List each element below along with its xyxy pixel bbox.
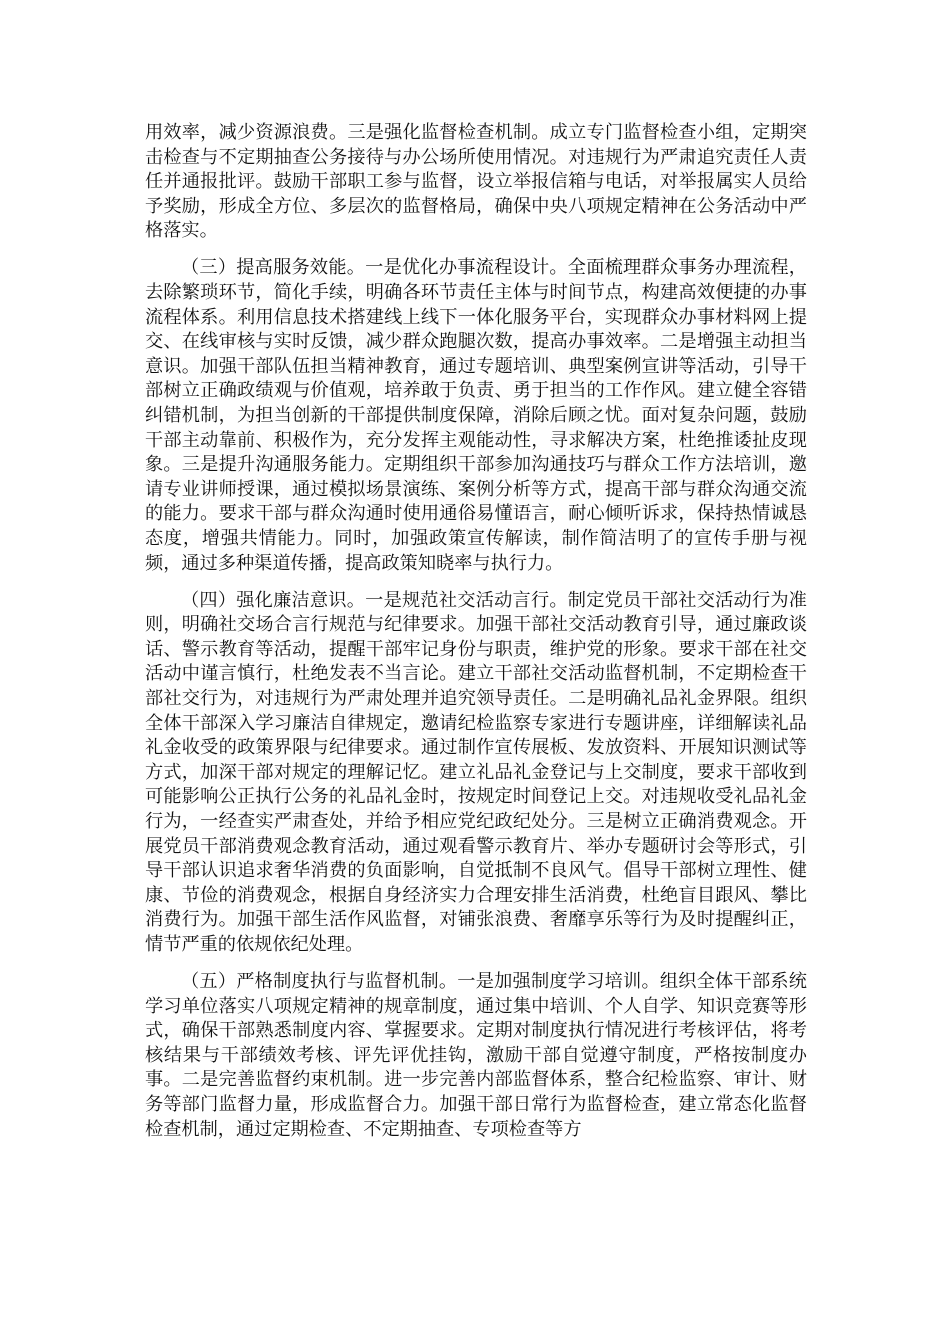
paragraph-continuation: 用效率，减少资源浪费。三是强化监督检查机制。成立专门监督检查小组，定期突击检查与不定期抽查公务接待与办公场所使用情况。对违规行为严肃追究责任人责任并通报批评。鼓励干部职工参与监督，设立举报信箱与电话，对举报属实人员给予奖励，形成全方位、多层次的监督格局，确保中央八项规定精神在公务活动中严格落实。 bbox=[145, 122, 807, 242]
paragraph-integrity-awareness: （四）强化廉洁意识。一是规范社交活动言行。制定党员干部社交活动行为准则，明确社交场合言行规范与纪律要求。加强干部社交活动教育引导，通过廉政谈话、警示教育等活动，提醒干部牢记身份与职责，维护党的形象。要求干部在社交活动中谨言慎行，杜绝发表不当言论。建立干部社交活动监督机制，不定期检查干部社交行为，对违规行为严肃处理并追究领导责任。二是明确礼品礼金界限。组织全体干部深入学习廉洁自律规定，邀请纪检监察专家进行专题讲座，详细解读礼品礼金收受的政策界限与纪律要求。通过制作宣传展板、发放资料、开展知识测试等方式，加深干部对规定的理解记忆。建立礼品礼金登记与上交制度，要求干部收到可能影响公正执行公务的礼品礼金时，按规定时间登记上交。对违规收受礼品礼金行为，一经查实严肃查处，并给予相应党纪政纪处分。三是树立正确消费观念。开展党员干部消费观念教育活动，通过观看警示教育片、举办专题研讨会等形式，引导干部认识追求奢华消费的负面影响，自觉抵制不良风气。倡导干部树立理性、健康、节俭的消费观念，根据自身经济实力合理安排生活消费，杜绝盲目跟风、攀比消费行为。加强干部生活作风监督，对铺张浪费、奢靡享乐等行为及时提醒纠正，情节严重的依规依纪处理。 bbox=[145, 589, 807, 955]
paragraph-system-supervision: （五）严格制度执行与监督机制。一是加强制度学习培训。组织全体干部系统学习单位落实八项规定精神的规章制度，通过集中培训、个人自学、知识竞赛等形式，确保干部熟悉制度内容、掌握要求。定期对制度执行情况进行考核评估，将考核结果与干部绩效考核、评先评优挂钩，激励干部自觉遵守制度，严格按制度办事。二是完善监督约束机制。进一步完善内部监督体系，整合纪检监察、审计、财务等部门监督力量，形成监督合力。加强干部日常行为监督检查，建立常态化监督检查机制，通过定期检查、不定期抽查、专项检查等方 bbox=[145, 971, 807, 1140]
document-body bbox=[145, 121, 807, 1155]
paragraph-service-efficiency: （三）提高服务效能。一是优化办事流程设计。全面梳理群众事务办理流程，去除繁琐环节，简化手续，明确各环节责任主体与时间节点，构建高效便捷的办事流程体系。利用信息技术搭建线上线下一体化服务平台，实现群众办事材料网上提交、在线审核与实时反馈，减少群众跑腿次数，提高办事效率。二是增强主动担当意识。加强干部队伍担当精神教育，通过专题培训、典型案例宣讲等活动，引导干部树立正确政绩观与价值观，培养敢于负责、勇于担当的工作作风。建立健全容错纠错机制，为担当创新的干部提供制度保障，消除后顾之忧。面对复杂问题，鼓励干部主动靠前、积极作为，充分发挥主观能动性，寻求解决方案，杜绝推诿扯皮现象。三是提升沟通服务能力。定期组织干部参加沟通技巧与群众工作方法培训，邀请专业讲师授课，通过模拟场景演练、案例分析等方式，提高干部与群众沟通交流的能力。要求干部与群众沟通时使用通俗易懂语言，耐心倾听诉求，保持热情诚恳态度，增强共情能力。同时，加强政策宣传解读，制作简洁明了的宣传手册与视频，通过多种渠道传播，提高政策知晓率与执行力。 bbox=[145, 257, 807, 574]
